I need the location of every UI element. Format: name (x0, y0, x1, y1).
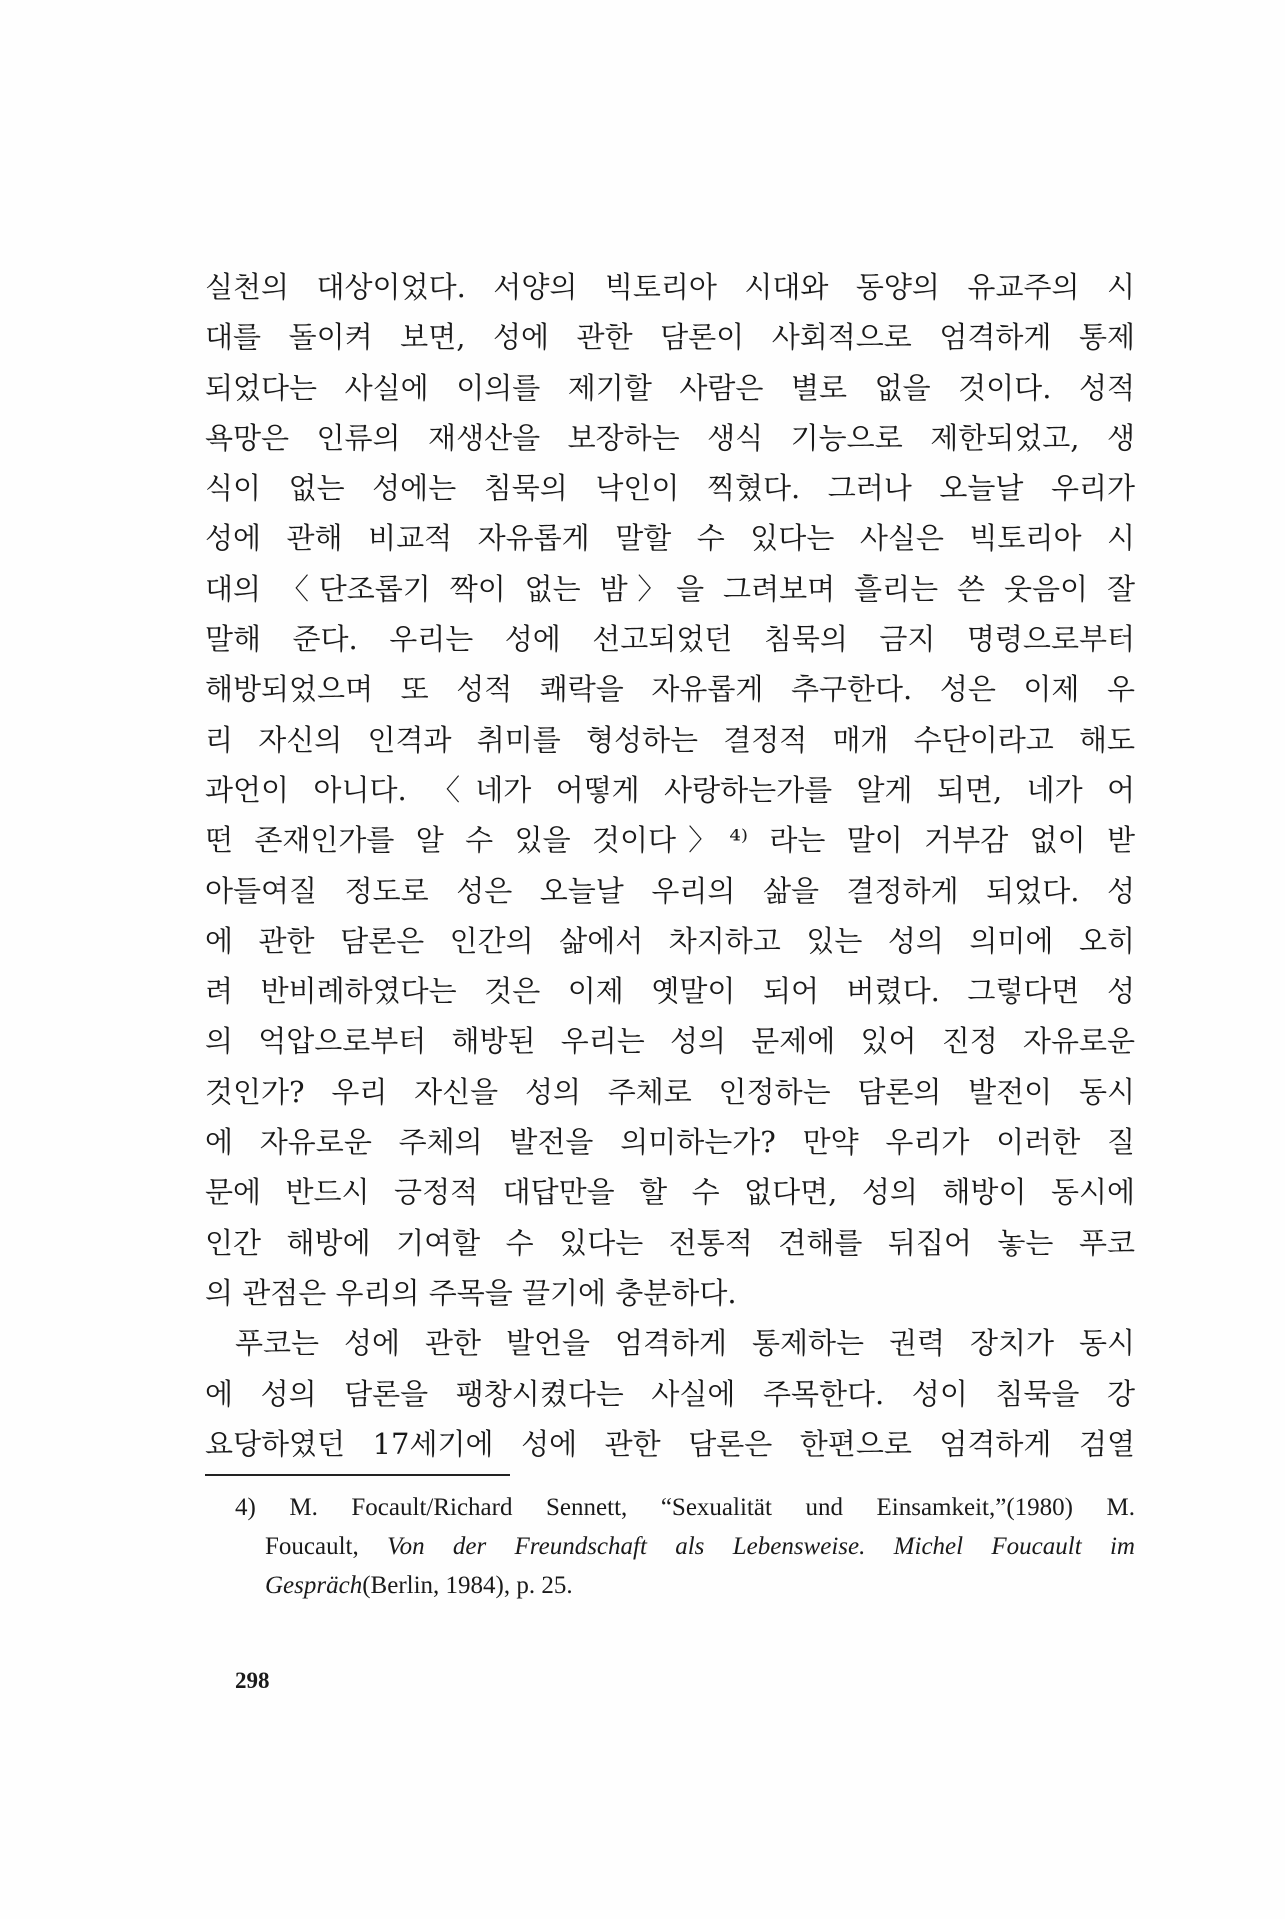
body-line: 의 억압으로부터 해방된 우리는 성의 문제에 있어 진정 자유로운 (205, 1024, 1135, 1059)
footnote-book-title-end: Gespräch (265, 1572, 363, 1599)
body-line: 에 관한 담론은 인간의 삶에서 차지하고 있는 성의 의미에 오히 (205, 923, 1135, 958)
footnote (235, 1488, 1135, 1605)
body-line: 려 반비례하였다는 것은 이제 옛말이 되어 버렸다. 그렇다면 성 (205, 974, 1135, 1009)
body-line: 식이 없는 성에는 침묵의 낙인이 찍혔다. 그러나 오늘날 우리가 (205, 471, 1135, 506)
body-line: 푸코는 성에 관한 발언을 엄격하게 통제하는 권력 장치가 동시 (235, 1326, 1135, 1361)
body-line: 떤 존재인가를 알 수 있을 것이다〉⁴⁾ 라는 말이 거부감 없이 받 (205, 823, 1135, 858)
body-line: 에 자유로운 주체의 발전을 의미하는가? 만약 우리가 이러한 질 (205, 1125, 1135, 1160)
body-line: 성에 관해 비교적 자유롭게 말할 수 있다는 사실은 빅토리아 시 (205, 521, 1135, 556)
body-line: 대의 〈단조롭기 짝이 없는 밤〉을 그려보며 흘리는 쓴 웃음이 잘 (205, 571, 1135, 606)
body-line: 아들여질 정도로 성은 오늘날 우리의 삶을 결정하게 되었다. 성 (205, 873, 1135, 908)
body-line: 말해 준다. 우리는 성에 선고되었던 침묵의 금지 명령으로부터 (205, 622, 1135, 657)
body-line: 인간 해방에 기여할 수 있다는 전통적 견해를 뒤집어 놓는 푸코 (205, 1225, 1135, 1260)
footnote-line (235, 1566, 1135, 1605)
body-line: 실천의 대상이었다. 서양의 빅토리아 시대와 동양의 유교주의 시 (205, 270, 1135, 304)
footnote-rule (205, 1474, 510, 1476)
page-number: 298 (235, 1668, 270, 1693)
footnote-book-title: Von der Freundschaft als Lebensweise. Michel Foucault im (387, 1533, 1135, 1560)
body-line: 과언이 아니다. 〈네가 어떻게 사랑하는가를 알게 되면, 네가 어 (205, 772, 1135, 807)
body-line: 요당하였던 17세기에 성에 관한 담론은 한편으로 엄격하게 검열 (205, 1426, 1135, 1461)
footnote-line: 4) M. Focault/Richard Sennett, “Sexualität und Einsamkeit,”(1980) M. (235, 1494, 1135, 1521)
body-line: 되었다는 사실에 이의를 제기할 사람은 별로 없을 것이다. 성적 (205, 370, 1135, 405)
body-line: 문에 반드시 긍정적 대답만을 할 수 없다면, 성의 해방이 동시에 (205, 1175, 1135, 1210)
body-line: 의 관점은 우리의 주목을 끌기에 충분하다. (205, 1275, 737, 1310)
body-line: 욕망은 인류의 재생산을 보장하는 생식 기능으로 제한되었고, 생 (205, 420, 1135, 455)
body-line: 리 자신의 인격과 취미를 형성하는 결정적 매개 수단이라고 해도 (205, 722, 1135, 757)
footnote-publication: (Berlin, 1984), p. 25. (362, 1572, 573, 1599)
body-line: 대를 돌이켜 보면, 성에 관한 담론이 사회적으로 엄격하게 통제 (205, 320, 1135, 355)
body-line: 에 성의 담론을 팽창시켰다는 사실에 주목한다. 성이 침묵을 강 (205, 1376, 1135, 1411)
footnote-line (235, 1527, 1135, 1566)
body-line: 해방되었으며 또 성적 쾌락을 자유롭게 추구한다. 성은 이제 우 (205, 672, 1135, 707)
body-line: 것인가? 우리 자신을 성의 주체로 인정하는 담론의 발전이 동시 (205, 1074, 1135, 1109)
footnote-author: Foucault, (265, 1533, 388, 1560)
body-text (205, 262, 1135, 1469)
